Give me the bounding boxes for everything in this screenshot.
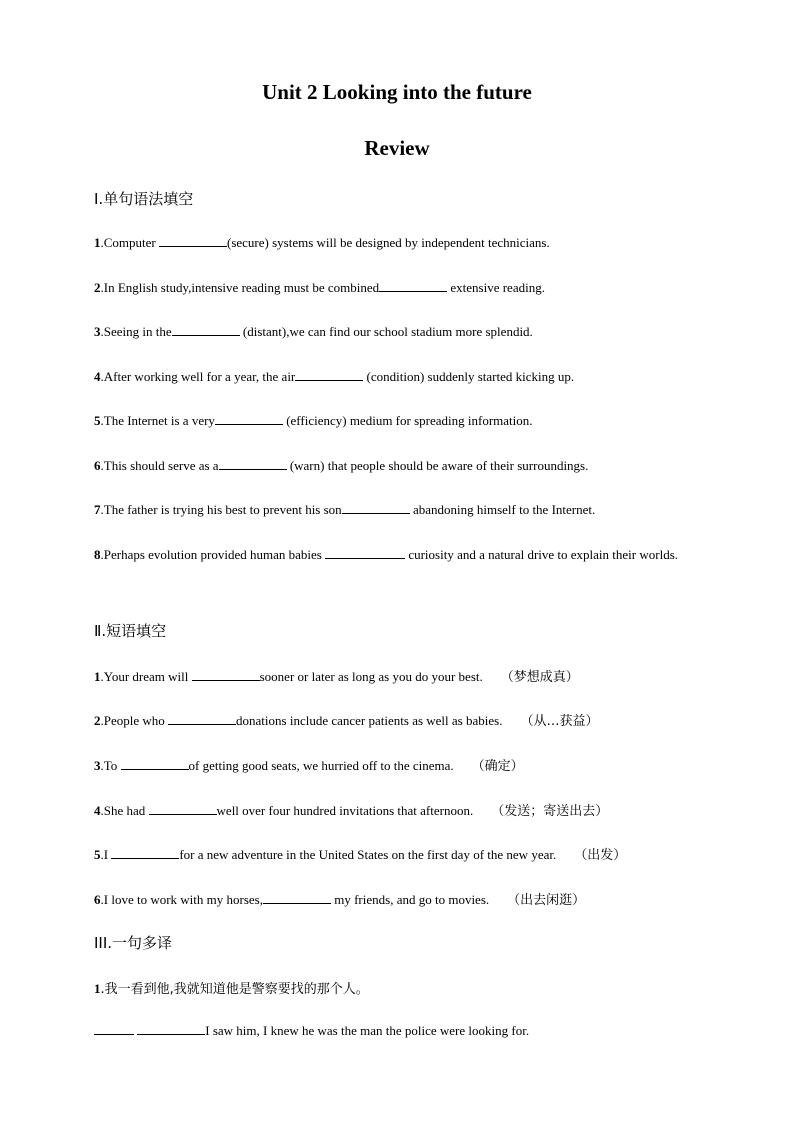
answer-blank[interactable]	[172, 323, 240, 336]
answer-blank[interactable]	[192, 668, 260, 681]
phrase-item: 5.I for a new adventure in the United States on the first day of the new year. （出发）	[94, 847, 627, 863]
page-subtitle: Review	[364, 136, 430, 160]
grammar-item: 2.In English study,intensive reading must be combined extensive reading.	[94, 280, 545, 295]
translation-prompt: 1.我一看到他,我就知道他是警察要找的那个人。	[94, 981, 369, 997]
phrase-item: 1.Your dream will sooner or later as long as you do your best. （梦想成真）	[94, 669, 579, 685]
section-heading-phrases: Ⅱ.短语填空	[94, 622, 167, 640]
translation-answer: I saw him, I knew he was the man the police were looking for.	[94, 1022, 700, 1039]
answer-blank[interactable]	[263, 891, 331, 904]
section-heading-translation: III.一句多译	[94, 934, 173, 952]
answer-blank[interactable]	[121, 757, 189, 770]
answer-blank[interactable]	[149, 802, 217, 815]
grammar-item: 3.Seeing in the (distant),we can find our school stadium more splendid.	[94, 324, 533, 339]
phrase-item: 6.I love to work with my horses, my friends, and go to movies. （出去闲逛）	[94, 892, 586, 908]
grammar-item: 6.This should serve as a (warn) that people should be aware of their surroundings.	[94, 458, 589, 473]
phrase-item: 3.To of getting good seats, we hurried off to the cinema. （确定）	[94, 758, 524, 774]
answer-blank[interactable]	[379, 279, 447, 292]
phrase-item: 2.People who donations include cancer patients as well as babies. （从…获益）	[94, 713, 599, 729]
answer-blank[interactable]	[159, 234, 227, 247]
grammar-item: 4.After working well for a year, the air (condition) suddenly started kicking up.	[94, 369, 575, 384]
section-heading-grammar: I.单句语法填空	[94, 190, 194, 208]
answer-blank[interactable]	[137, 1022, 205, 1035]
page-title: Unit 2 Looking into the future	[262, 80, 532, 104]
answer-blank[interactable]	[295, 368, 363, 381]
answer-blank[interactable]	[219, 457, 287, 470]
answer-blank[interactable]	[111, 846, 179, 859]
answer-blank[interactable]	[215, 412, 283, 425]
grammar-item: 1.Computer (secure) systems will be designed by independent technicians.	[94, 235, 550, 250]
answer-blank[interactable]	[94, 1022, 134, 1035]
phrase-item: 4.She had well over four hundred invitations that afternoon. （发送；寄送出去）	[94, 803, 609, 819]
grammar-item: 7.The father is trying his best to prevent his son abandoning himself to the Internet.	[94, 502, 596, 517]
answer-blank[interactable]	[168, 712, 236, 725]
grammar-item: 8.Perhaps evolution provided human babies curiosity and a natural drive to explain their worlds.	[94, 547, 679, 562]
answer-blank[interactable]	[325, 546, 405, 559]
answer-blank[interactable]	[342, 501, 410, 514]
grammar-item: 5.The Internet is a very (efficiency) medium for spreading information.	[94, 413, 533, 428]
